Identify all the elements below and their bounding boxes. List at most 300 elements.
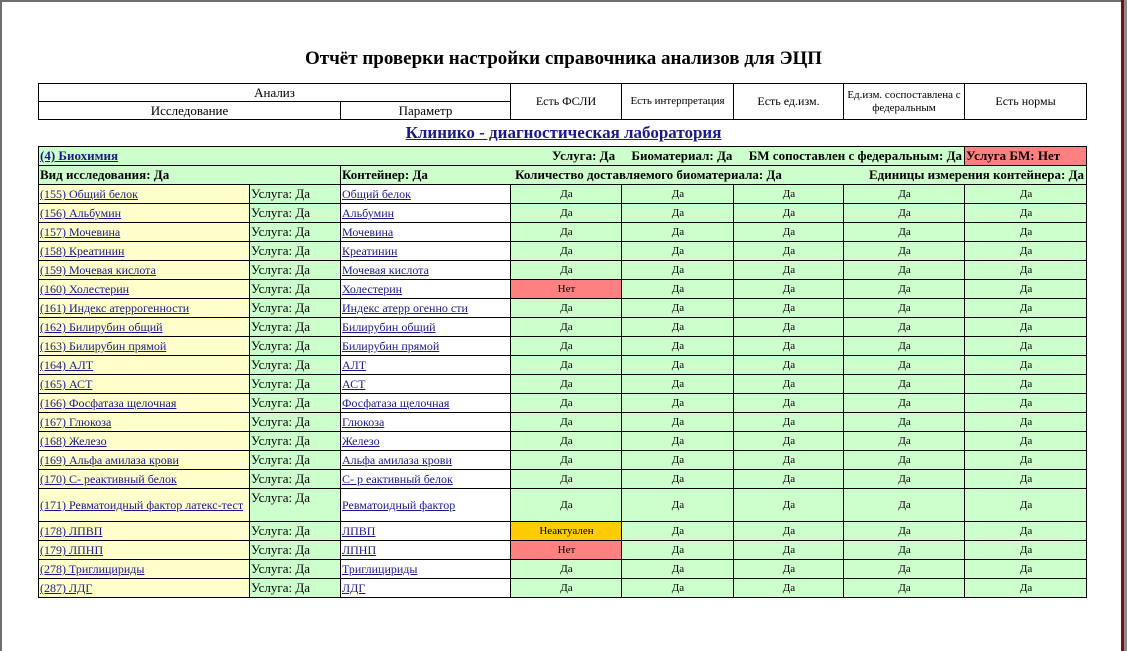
fsli-status-cell bbox=[511, 541, 622, 560]
norms-status-cell-text: Да bbox=[1019, 321, 1033, 333]
service-status-cell bbox=[250, 242, 341, 261]
interpretation-status-cell-text: Да bbox=[671, 359, 685, 371]
column-header-table bbox=[38, 83, 1087, 120]
parameter-cell-text[interactable]: АЛТ bbox=[342, 358, 367, 372]
norms-status-cell bbox=[965, 223, 1087, 242]
study-cell bbox=[39, 337, 250, 356]
norms-status-cell-text: Да bbox=[1019, 245, 1033, 257]
study-cell-text[interactable]: (287) ЛДГ bbox=[40, 581, 93, 595]
interpretation-status-cell-text: Да bbox=[671, 207, 685, 219]
units-federal-status-cell-text: Да bbox=[898, 499, 911, 511]
parameter-cell-text[interactable]: ЛПНП bbox=[342, 543, 377, 557]
interpretation-status-cell bbox=[622, 579, 734, 598]
interpretation-status-cell-text: Да bbox=[671, 283, 685, 295]
units-federal-status-cell bbox=[844, 337, 965, 356]
norms-status-cell-text: Да bbox=[1019, 302, 1033, 314]
study-cell bbox=[39, 204, 250, 223]
fsli-status-cell bbox=[511, 204, 622, 223]
fsli-status-cell-text: Да bbox=[560, 207, 573, 219]
interpretation-status-cell bbox=[622, 299, 734, 318]
table-row bbox=[39, 204, 1087, 223]
fsli-status-cell-text: Да bbox=[560, 563, 573, 575]
norms-status-cell-text: Да bbox=[1019, 544, 1033, 556]
study-type-status: Вид исследования: Да bbox=[39, 166, 341, 185]
table-row bbox=[39, 470, 1087, 489]
parameter-cell-text[interactable]: ЛПВП bbox=[342, 524, 376, 538]
parameter-cell-text[interactable]: Билирубин прямой bbox=[342, 339, 440, 353]
group-name-link[interactable]: (4) Биохимия bbox=[40, 148, 119, 163]
norms-status-cell bbox=[965, 413, 1087, 432]
units-federal-status-cell bbox=[844, 185, 965, 204]
interpretation-status-cell bbox=[622, 432, 734, 451]
parameter-cell-text[interactable]: Ревматоидный фактор bbox=[342, 498, 456, 512]
service-status-cell bbox=[250, 223, 341, 242]
parameter-cell bbox=[341, 560, 511, 579]
study-cell bbox=[39, 280, 250, 299]
norms-status-cell bbox=[965, 432, 1087, 451]
units-federal-status-cell bbox=[844, 318, 965, 337]
norms-status-cell-text: Да bbox=[1019, 499, 1033, 511]
fsli-status-cell bbox=[511, 185, 622, 204]
fsli-status-cell-text: Да bbox=[560, 340, 573, 352]
table-row bbox=[39, 242, 1087, 261]
interpretation-status-cell bbox=[622, 261, 734, 280]
norms-status-cell-text: Да bbox=[1019, 340, 1033, 352]
header-study: Исследование bbox=[39, 102, 341, 120]
table-row bbox=[39, 223, 1087, 242]
parameter-cell-text[interactable]: Альфа амилаза крови bbox=[342, 453, 452, 467]
units-federal-status-cell bbox=[844, 394, 965, 413]
units-federal-status-cell bbox=[844, 242, 965, 261]
norms-status-cell-text: Да bbox=[1019, 207, 1033, 219]
study-cell-text[interactable]: (158) Креатинин bbox=[40, 244, 125, 258]
header-fsli: Есть ФСЛИ bbox=[511, 84, 622, 120]
parameter-cell-text[interactable]: Фосфатаза щелочная bbox=[342, 396, 450, 410]
units-status-cell bbox=[734, 432, 844, 451]
fsli-status-cell bbox=[511, 375, 622, 394]
interpretation-status-cell-text: Да bbox=[671, 226, 685, 238]
fsli-status-cell-text: Да bbox=[560, 226, 573, 238]
interpretation-status-cell bbox=[622, 470, 734, 489]
fsli-status-cell-text: Да bbox=[560, 473, 573, 485]
fsli-status-cell-text: Да bbox=[560, 454, 573, 466]
norms-status-cell bbox=[965, 299, 1087, 318]
service-status-cell-text: Услуга: Да bbox=[251, 338, 311, 353]
units-status-cell bbox=[734, 375, 844, 394]
table-row bbox=[39, 185, 1087, 204]
units-federal-status-cell bbox=[844, 280, 965, 299]
service-status-cell-text: Услуга: Да bbox=[251, 580, 311, 595]
norms-status-cell bbox=[965, 280, 1087, 299]
norms-status-cell bbox=[965, 337, 1087, 356]
header-interpretation: Есть интерпретация bbox=[622, 84, 734, 120]
service-status-cell bbox=[250, 299, 341, 318]
units-status-cell bbox=[734, 261, 844, 280]
study-cell-text[interactable]: (171) Ревматоидный фактор латекс-тест bbox=[40, 498, 244, 512]
interpretation-status-cell-text: Да bbox=[671, 563, 685, 575]
fsli-status-cell bbox=[511, 356, 622, 375]
interpretation-status-cell-text: Да bbox=[671, 582, 685, 594]
interpretation-status-cell-text: Да bbox=[671, 416, 685, 428]
units-federal-status-cell-text: Да bbox=[898, 302, 911, 314]
parameter-cell-text[interactable]: Общий белок bbox=[342, 187, 411, 201]
units-federal-status-cell-text: Да bbox=[898, 582, 911, 594]
units-status-cell-text: Да bbox=[782, 321, 796, 333]
norms-status-cell bbox=[965, 242, 1087, 261]
units-status-cell-text: Да bbox=[782, 340, 796, 352]
service-status-cell-text: Услуга: Да bbox=[251, 376, 311, 391]
units-status-cell-text: Да bbox=[782, 188, 796, 200]
study-cell-text[interactable]: (165) АСТ bbox=[40, 377, 93, 391]
units-federal-status-cell-text: Да bbox=[898, 283, 911, 295]
study-cell-text[interactable]: (156) Альбумин bbox=[40, 206, 122, 220]
service-status-cell bbox=[250, 185, 341, 204]
fsli-status-cell-text: Да bbox=[560, 416, 573, 428]
interpretation-status-cell bbox=[622, 489, 734, 522]
fsli-status-cell-text: Да bbox=[560, 245, 573, 257]
parameter-cell bbox=[341, 394, 511, 413]
units-federal-status-cell-text: Да bbox=[898, 207, 911, 219]
table-row bbox=[39, 560, 1087, 579]
service-status-cell-text: Услуга: Да bbox=[251, 281, 311, 296]
header-analysis: Анализ bbox=[39, 84, 511, 102]
fsli-status-cell bbox=[511, 261, 622, 280]
units-status-cell bbox=[734, 280, 844, 299]
interpretation-status-cell bbox=[622, 337, 734, 356]
study-cell bbox=[39, 242, 250, 261]
interpretation-status-cell-text: Да bbox=[671, 473, 685, 485]
study-cell bbox=[39, 375, 250, 394]
fsli-status-cell bbox=[511, 223, 622, 242]
parameter-cell-text[interactable]: Триглицириды bbox=[342, 562, 418, 576]
norms-status-cell bbox=[965, 541, 1087, 560]
parameter-cell-text[interactable]: Мочевая кислота bbox=[342, 263, 429, 277]
service-status-cell-text: Услуга: Да bbox=[251, 471, 311, 486]
units-federal-status-cell-text: Да bbox=[898, 435, 911, 447]
units-federal-status-cell bbox=[844, 541, 965, 560]
units-federal-status-cell-text: Да bbox=[898, 454, 911, 466]
units-status-cell-text: Да bbox=[782, 563, 796, 575]
interpretation-status-cell-text: Да bbox=[671, 302, 685, 314]
study-cell-text[interactable]: (178) ЛПВП bbox=[40, 524, 103, 538]
units-federal-status-cell-text: Да bbox=[898, 245, 911, 257]
norms-status-cell bbox=[965, 356, 1087, 375]
fsli-status-cell-text: Нет bbox=[557, 544, 576, 556]
units-federal-status-cell-text: Да bbox=[898, 416, 911, 428]
norms-status-cell-text: Да bbox=[1019, 397, 1033, 409]
group-service-bm-status: Услуга БМ: Нет bbox=[965, 147, 1087, 166]
norms-status-cell-text: Да bbox=[1019, 563, 1033, 575]
service-status-cell bbox=[250, 560, 341, 579]
study-cell-text[interactable]: (164) АЛТ bbox=[40, 358, 94, 372]
units-status-cell-text: Да bbox=[782, 302, 796, 314]
norms-status-cell bbox=[965, 522, 1087, 541]
container-status: Контейнер: Да bbox=[342, 167, 428, 182]
report-title: Отчёт проверки настройки справочника анализов для ЭЦП bbox=[304, 48, 823, 69]
units-federal-status-cell-text: Да bbox=[898, 563, 911, 575]
study-cell-text[interactable]: (167) Глюкоза bbox=[40, 415, 112, 429]
norms-status-cell-text: Да bbox=[1019, 283, 1033, 295]
norms-status-cell-text: Да bbox=[1019, 525, 1033, 537]
interpretation-status-cell-text: Да bbox=[671, 435, 685, 447]
window-frame-left bbox=[0, 0, 2, 651]
parameter-cell bbox=[341, 522, 511, 541]
norms-status-cell-text: Да bbox=[1019, 416, 1033, 428]
group-row bbox=[39, 147, 1087, 166]
fsli-status-cell bbox=[511, 451, 622, 470]
study-cell-text[interactable]: (163) Билирубин прямой bbox=[40, 339, 167, 353]
table-row bbox=[39, 280, 1087, 299]
parameter-cell bbox=[341, 337, 511, 356]
fsli-status-cell-text: Да bbox=[560, 188, 573, 200]
service-status-cell-text: Услуга: Да bbox=[251, 452, 311, 467]
study-cell-text[interactable]: (161) Индекс атеррогенности bbox=[40, 301, 190, 315]
units-federal-status-cell-text: Да bbox=[898, 188, 911, 200]
study-cell-text[interactable]: (157) Мочевина bbox=[40, 225, 121, 239]
units-federal-status-cell-text: Да bbox=[898, 525, 911, 537]
service-status-cell-text: Услуга: Да bbox=[251, 205, 311, 220]
service-status-cell bbox=[250, 451, 341, 470]
interpretation-status-cell-text: Да bbox=[671, 245, 685, 257]
interpretation-status-cell-text: Да bbox=[671, 544, 685, 556]
units-status-cell-text: Да bbox=[782, 245, 796, 257]
units-status-cell bbox=[734, 489, 844, 522]
parameter-cell-text[interactable]: Мочевина bbox=[342, 225, 394, 239]
fsli-status-cell bbox=[511, 394, 622, 413]
units-federal-status-cell bbox=[844, 560, 965, 579]
units-status-cell-text: Да bbox=[782, 435, 796, 447]
parameter-cell bbox=[341, 242, 511, 261]
interpretation-status-cell bbox=[622, 318, 734, 337]
service-status-cell-text: Услуга: Да bbox=[251, 414, 311, 429]
study-cell-text[interactable]: (170) С- реактивный белок bbox=[40, 472, 177, 486]
units-status-cell-text: Да bbox=[782, 283, 796, 295]
table-row bbox=[39, 375, 1087, 394]
laboratory-title bbox=[0, 123, 1127, 143]
service-status-cell-text: Услуга: Да bbox=[251, 542, 311, 557]
service-status-cell-text: Услуга: Да bbox=[251, 395, 311, 410]
study-cell-text[interactable]: (166) Фосфатаза щелочная bbox=[40, 396, 177, 410]
parameter-cell bbox=[341, 318, 511, 337]
parameter-cell-text[interactable]: Глюкоза bbox=[342, 415, 385, 429]
service-status-cell bbox=[250, 432, 341, 451]
units-status-cell bbox=[734, 299, 844, 318]
fsli-status-cell bbox=[511, 432, 622, 451]
units-status-cell bbox=[734, 579, 844, 598]
units-federal-status-cell bbox=[844, 579, 965, 598]
fsli-status-cell bbox=[511, 299, 622, 318]
units-federal-status-cell bbox=[844, 451, 965, 470]
norms-status-cell bbox=[965, 451, 1087, 470]
units-federal-status-cell-text: Да bbox=[898, 378, 911, 390]
service-status-cell bbox=[250, 318, 341, 337]
service-status-cell bbox=[250, 413, 341, 432]
study-cell bbox=[39, 451, 250, 470]
fsli-status-cell-text: Да bbox=[560, 582, 573, 594]
biomaterial-qty-status: Количество доставляемого биоматериала: Да bbox=[515, 167, 782, 182]
study-cell bbox=[39, 356, 250, 375]
table-row bbox=[39, 299, 1087, 318]
parameter-cell-text[interactable]: Железо bbox=[342, 434, 380, 448]
norms-status-cell bbox=[965, 185, 1087, 204]
fsli-status-cell bbox=[511, 280, 622, 299]
study-cell bbox=[39, 261, 250, 280]
table-row bbox=[39, 432, 1087, 451]
norms-status-cell bbox=[965, 318, 1087, 337]
table-row bbox=[39, 413, 1087, 432]
units-status-cell-text: Да bbox=[782, 397, 796, 409]
norms-status-cell bbox=[965, 394, 1087, 413]
service-status-cell bbox=[250, 470, 341, 489]
fsli-status-cell bbox=[511, 413, 622, 432]
laboratory-link[interactable]: Клинико - диагностическая лаборатория bbox=[405, 123, 722, 142]
units-status-cell bbox=[734, 394, 844, 413]
parameter-cell bbox=[341, 489, 511, 522]
interpretation-status-cell-text: Да bbox=[671, 378, 685, 390]
parameter-cell bbox=[341, 413, 511, 432]
norms-status-cell-text: Да bbox=[1019, 454, 1033, 466]
service-status-cell-text: Услуга: Да bbox=[251, 561, 311, 576]
interpretation-status-cell-text: Да bbox=[671, 321, 685, 333]
fsli-status-cell bbox=[511, 337, 622, 356]
units-federal-status-cell bbox=[844, 432, 965, 451]
service-status-cell bbox=[250, 375, 341, 394]
header-parameter: Параметр bbox=[341, 102, 511, 120]
norms-status-cell bbox=[965, 579, 1087, 598]
table-row bbox=[39, 356, 1087, 375]
study-cell-text[interactable]: (169) Альфа амилаза крови bbox=[40, 453, 179, 467]
table-row bbox=[39, 337, 1087, 356]
norms-status-cell-text: Да bbox=[1019, 378, 1033, 390]
norms-status-cell-text: Да bbox=[1019, 264, 1033, 276]
study-cell-text[interactable]: (159) Мочевая кислота bbox=[40, 263, 156, 277]
parameter-cell bbox=[341, 356, 511, 375]
parameter-cell bbox=[341, 223, 511, 242]
study-cell bbox=[39, 541, 250, 560]
group-subheader-row bbox=[39, 166, 1087, 185]
units-federal-status-cell bbox=[844, 299, 965, 318]
table-row bbox=[39, 489, 1087, 522]
norms-status-cell bbox=[965, 470, 1087, 489]
parameter-cell-text[interactable]: Индекс атерр огенно сти bbox=[342, 301, 468, 315]
units-federal-status-cell-text: Да bbox=[898, 397, 911, 409]
norms-status-cell-text: Да bbox=[1019, 188, 1033, 200]
units-status-cell-text: Да bbox=[782, 207, 796, 219]
units-federal-status-cell-text: Да bbox=[898, 544, 911, 556]
units-status-cell bbox=[734, 204, 844, 223]
interpretation-status-cell-text: Да bbox=[671, 525, 685, 537]
study-cell bbox=[39, 223, 250, 242]
study-cell bbox=[39, 470, 250, 489]
service-status-cell-text: Услуга: Да bbox=[251, 433, 311, 448]
units-status-cell bbox=[734, 522, 844, 541]
service-status-cell bbox=[250, 394, 341, 413]
parameter-cell-text[interactable]: АСТ bbox=[342, 377, 366, 391]
service-status-cell bbox=[250, 261, 341, 280]
fsli-status-cell bbox=[511, 242, 622, 261]
units-status-cell bbox=[734, 356, 844, 375]
units-federal-status-cell bbox=[844, 489, 965, 522]
service-status-cell-text: Услуга: Да bbox=[251, 243, 311, 258]
interpretation-status-cell bbox=[622, 541, 734, 560]
interpretation-status-cell-text: Да bbox=[671, 397, 685, 409]
service-status-cell-text: Услуга: Да bbox=[251, 357, 311, 372]
interpretation-status-cell-text: Да bbox=[671, 454, 685, 466]
parameter-cell-text[interactable]: ЛДГ bbox=[342, 581, 366, 595]
interpretation-status-cell bbox=[622, 394, 734, 413]
units-status-cell bbox=[734, 318, 844, 337]
fsli-status-cell bbox=[511, 470, 622, 489]
parameter-cell bbox=[341, 299, 511, 318]
norms-status-cell-text: Да bbox=[1019, 359, 1033, 371]
study-cell bbox=[39, 560, 250, 579]
service-status-cell-text: Услуга: Да bbox=[251, 186, 311, 201]
norms-status-cell-text: Да bbox=[1019, 473, 1033, 485]
norms-status-cell-text: Да bbox=[1019, 582, 1033, 594]
study-cell bbox=[39, 299, 250, 318]
parameter-cell-text[interactable]: Холестерин bbox=[342, 282, 403, 296]
parameter-cell-text[interactable]: Билирубин общий bbox=[342, 320, 436, 334]
units-federal-status-cell bbox=[844, 223, 965, 242]
service-status-cell bbox=[250, 489, 341, 522]
study-cell-text[interactable]: (179) ЛПНП bbox=[40, 543, 104, 557]
parameter-cell bbox=[341, 375, 511, 394]
units-federal-status-cell bbox=[844, 413, 965, 432]
norms-status-cell-text: Да bbox=[1019, 435, 1033, 447]
units-status-cell bbox=[734, 541, 844, 560]
units-federal-status-cell bbox=[844, 470, 965, 489]
table-row bbox=[39, 579, 1087, 598]
window-frame-top bbox=[0, 0, 1127, 2]
study-cell-text[interactable]: (162) Билирубин общий bbox=[40, 320, 163, 334]
parameter-cell bbox=[341, 261, 511, 280]
interpretation-status-cell-text: Да bbox=[671, 340, 685, 352]
header-units-federal: Ед.изм. соспоставлена с федеральным bbox=[844, 84, 965, 120]
study-cell bbox=[39, 489, 250, 522]
parameter-cell-text[interactable]: С- р еактивный белок bbox=[342, 472, 453, 486]
norms-status-cell bbox=[965, 261, 1087, 280]
study-cell-text[interactable]: (155) Общий белок bbox=[40, 187, 138, 201]
fsli-status-cell bbox=[511, 318, 622, 337]
fsli-status-cell bbox=[511, 560, 622, 579]
interpretation-status-cell bbox=[622, 356, 734, 375]
parameter-cell bbox=[341, 204, 511, 223]
parameter-cell-text[interactable]: Креатинин bbox=[342, 244, 398, 258]
study-cell bbox=[39, 413, 250, 432]
norms-status-cell bbox=[965, 489, 1087, 522]
interpretation-status-cell bbox=[622, 375, 734, 394]
group-service-status: Услуга: Да bbox=[551, 148, 616, 163]
interpretation-status-cell bbox=[622, 522, 734, 541]
table-row bbox=[39, 522, 1087, 541]
service-status-cell bbox=[250, 204, 341, 223]
study-cell bbox=[39, 394, 250, 413]
study-cell-text[interactable]: (160) Холестерин bbox=[40, 282, 130, 296]
service-status-cell bbox=[250, 280, 341, 299]
units-status-cell bbox=[734, 242, 844, 261]
norms-status-cell bbox=[965, 204, 1087, 223]
units-status-cell-text: Да bbox=[782, 499, 796, 511]
study-cell-text[interactable]: (168) Железо bbox=[40, 434, 107, 448]
parameter-cell bbox=[341, 280, 511, 299]
units-federal-status-cell bbox=[844, 522, 965, 541]
fsli-status-cell-text: Да bbox=[560, 378, 573, 390]
units-status-cell-text: Да bbox=[782, 378, 796, 390]
parameter-cell-text[interactable]: Альбумин bbox=[342, 206, 395, 220]
study-cell-text[interactable]: (278) Триглицириды bbox=[40, 562, 145, 576]
units-federal-status-cell bbox=[844, 204, 965, 223]
units-status-cell-text: Да bbox=[782, 525, 796, 537]
